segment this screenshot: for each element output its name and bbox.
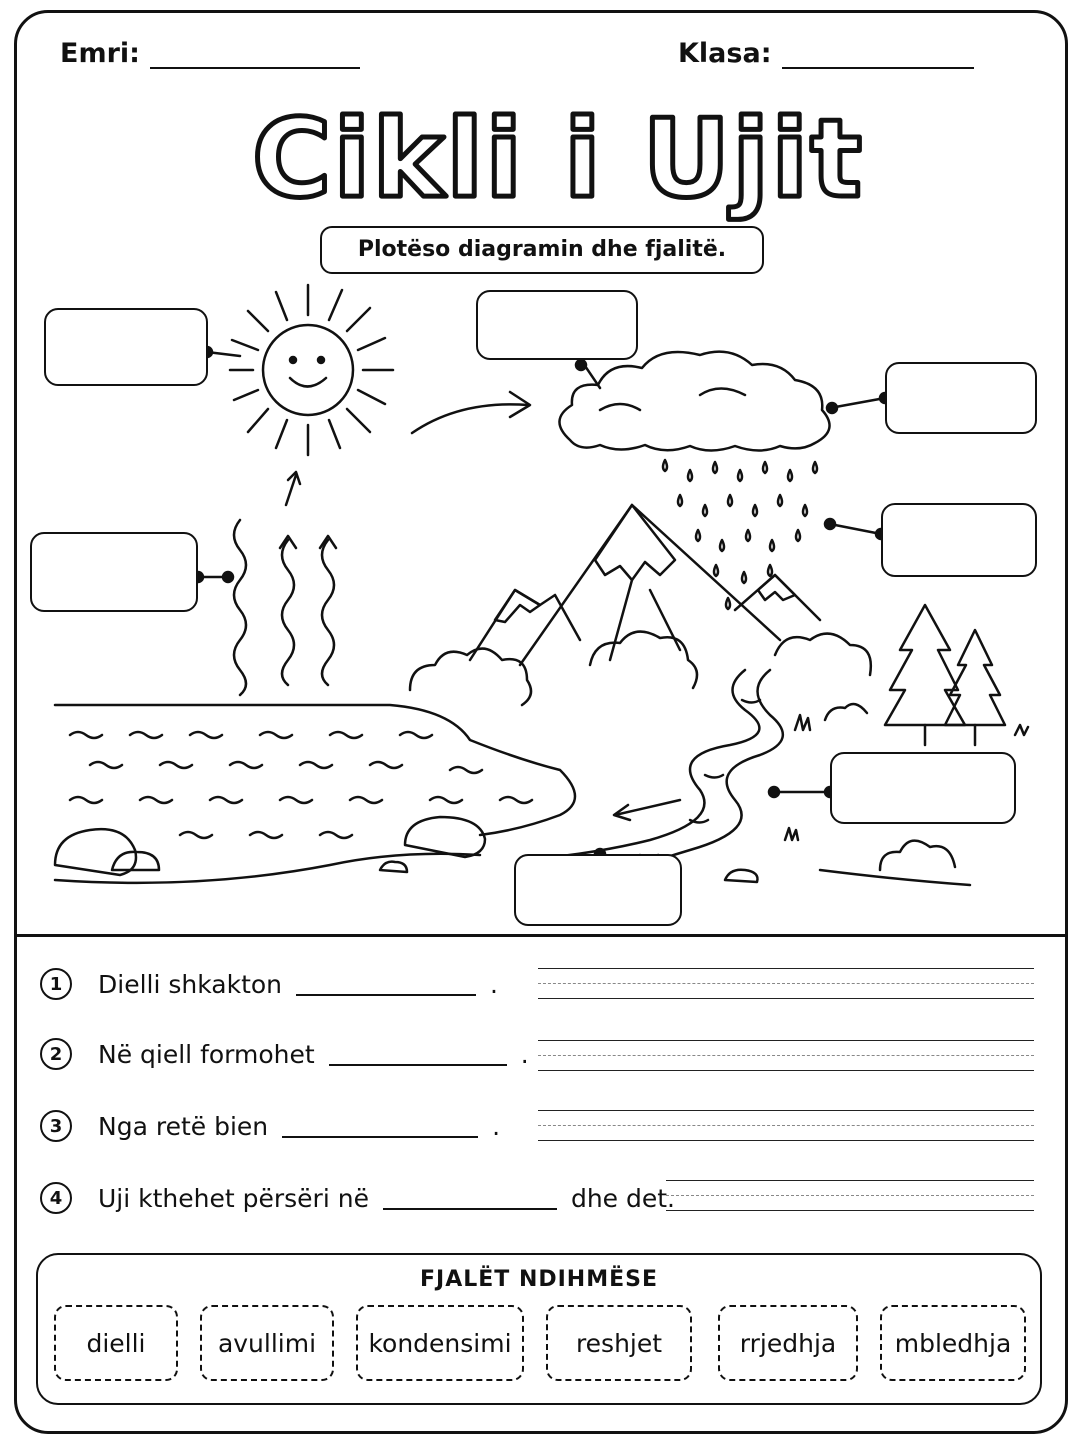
- question-text: Dielli shkakton: [98, 969, 283, 999]
- answer-blank[interactable]: [296, 972, 476, 996]
- answer-blank[interactable]: [282, 1114, 478, 1138]
- word-chip[interactable]: reshjet: [546, 1305, 692, 1381]
- cloud-icon: [559, 352, 829, 451]
- word-bank-title: FJALËT NDIHMËSE: [419, 1267, 659, 1292]
- writing-lines[interactable]: [538, 1110, 1034, 1141]
- label-box-evaporation[interactable]: [30, 532, 198, 612]
- question-end: .: [492, 1111, 501, 1141]
- label-box-cloud[interactable]: [885, 362, 1037, 434]
- word-chip[interactable]: rrjedhja: [718, 1305, 858, 1381]
- answer-blank[interactable]: [329, 1042, 507, 1066]
- question-2: [40, 1034, 529, 1074]
- question-end: .: [490, 969, 498, 999]
- question-3: [40, 1106, 500, 1146]
- label-box-rain[interactable]: [881, 503, 1037, 577]
- word-chip[interactable]: dielli: [54, 1305, 178, 1381]
- question-4: [40, 1178, 675, 1218]
- question-text: Në qiell formohet: [98, 1039, 315, 1069]
- question-1: [40, 964, 498, 1004]
- question-text: Uji kthehet përsëri në: [98, 1183, 369, 1213]
- river-icon: [520, 670, 783, 880]
- answer-blank[interactable]: [383, 1186, 557, 1210]
- writing-lines[interactable]: [538, 1040, 1034, 1071]
- sun-icon: [230, 285, 393, 455]
- word-bank: [36, 1253, 1042, 1405]
- writing-lines[interactable]: [666, 1180, 1034, 1211]
- sky-arrow-icon: [412, 392, 530, 433]
- question-end: dhe det.: [570, 1183, 675, 1213]
- question-number: 4: [40, 1182, 72, 1214]
- question-number: 3: [40, 1110, 72, 1142]
- question-number: 2: [40, 1038, 72, 1070]
- label-box-sky[interactable]: [476, 290, 638, 360]
- instruction-box: Plotëso diagramin dhe fjalitë.: [320, 226, 764, 274]
- section-divider: [16, 934, 1066, 937]
- question-text: Nga retë bien: [98, 1111, 269, 1141]
- title-text: Cikli i Ujit: [252, 97, 864, 222]
- label-box-river[interactable]: [830, 752, 1016, 824]
- question-end: .: [520, 1039, 529, 1069]
- class-label: Klasa:: [678, 38, 772, 69]
- mountains-icon: [470, 505, 820, 665]
- question-number: 1: [40, 968, 72, 1000]
- word-chip[interactable]: avullimi: [200, 1305, 334, 1381]
- trees-icon: [885, 605, 1005, 745]
- sea-icon: [55, 705, 575, 838]
- word-chip[interactable]: kondensimi: [356, 1305, 524, 1381]
- name-label: Emri:: [60, 38, 140, 69]
- word-chip[interactable]: mbledhja: [880, 1305, 1026, 1381]
- writing-lines[interactable]: [538, 968, 1034, 999]
- shore-line: [55, 854, 970, 885]
- rain-icon: [663, 460, 817, 609]
- label-box-collection[interactable]: [514, 854, 682, 926]
- evaporation-arrows-icon: [234, 472, 336, 695]
- label-box-sun[interactable]: [44, 308, 208, 386]
